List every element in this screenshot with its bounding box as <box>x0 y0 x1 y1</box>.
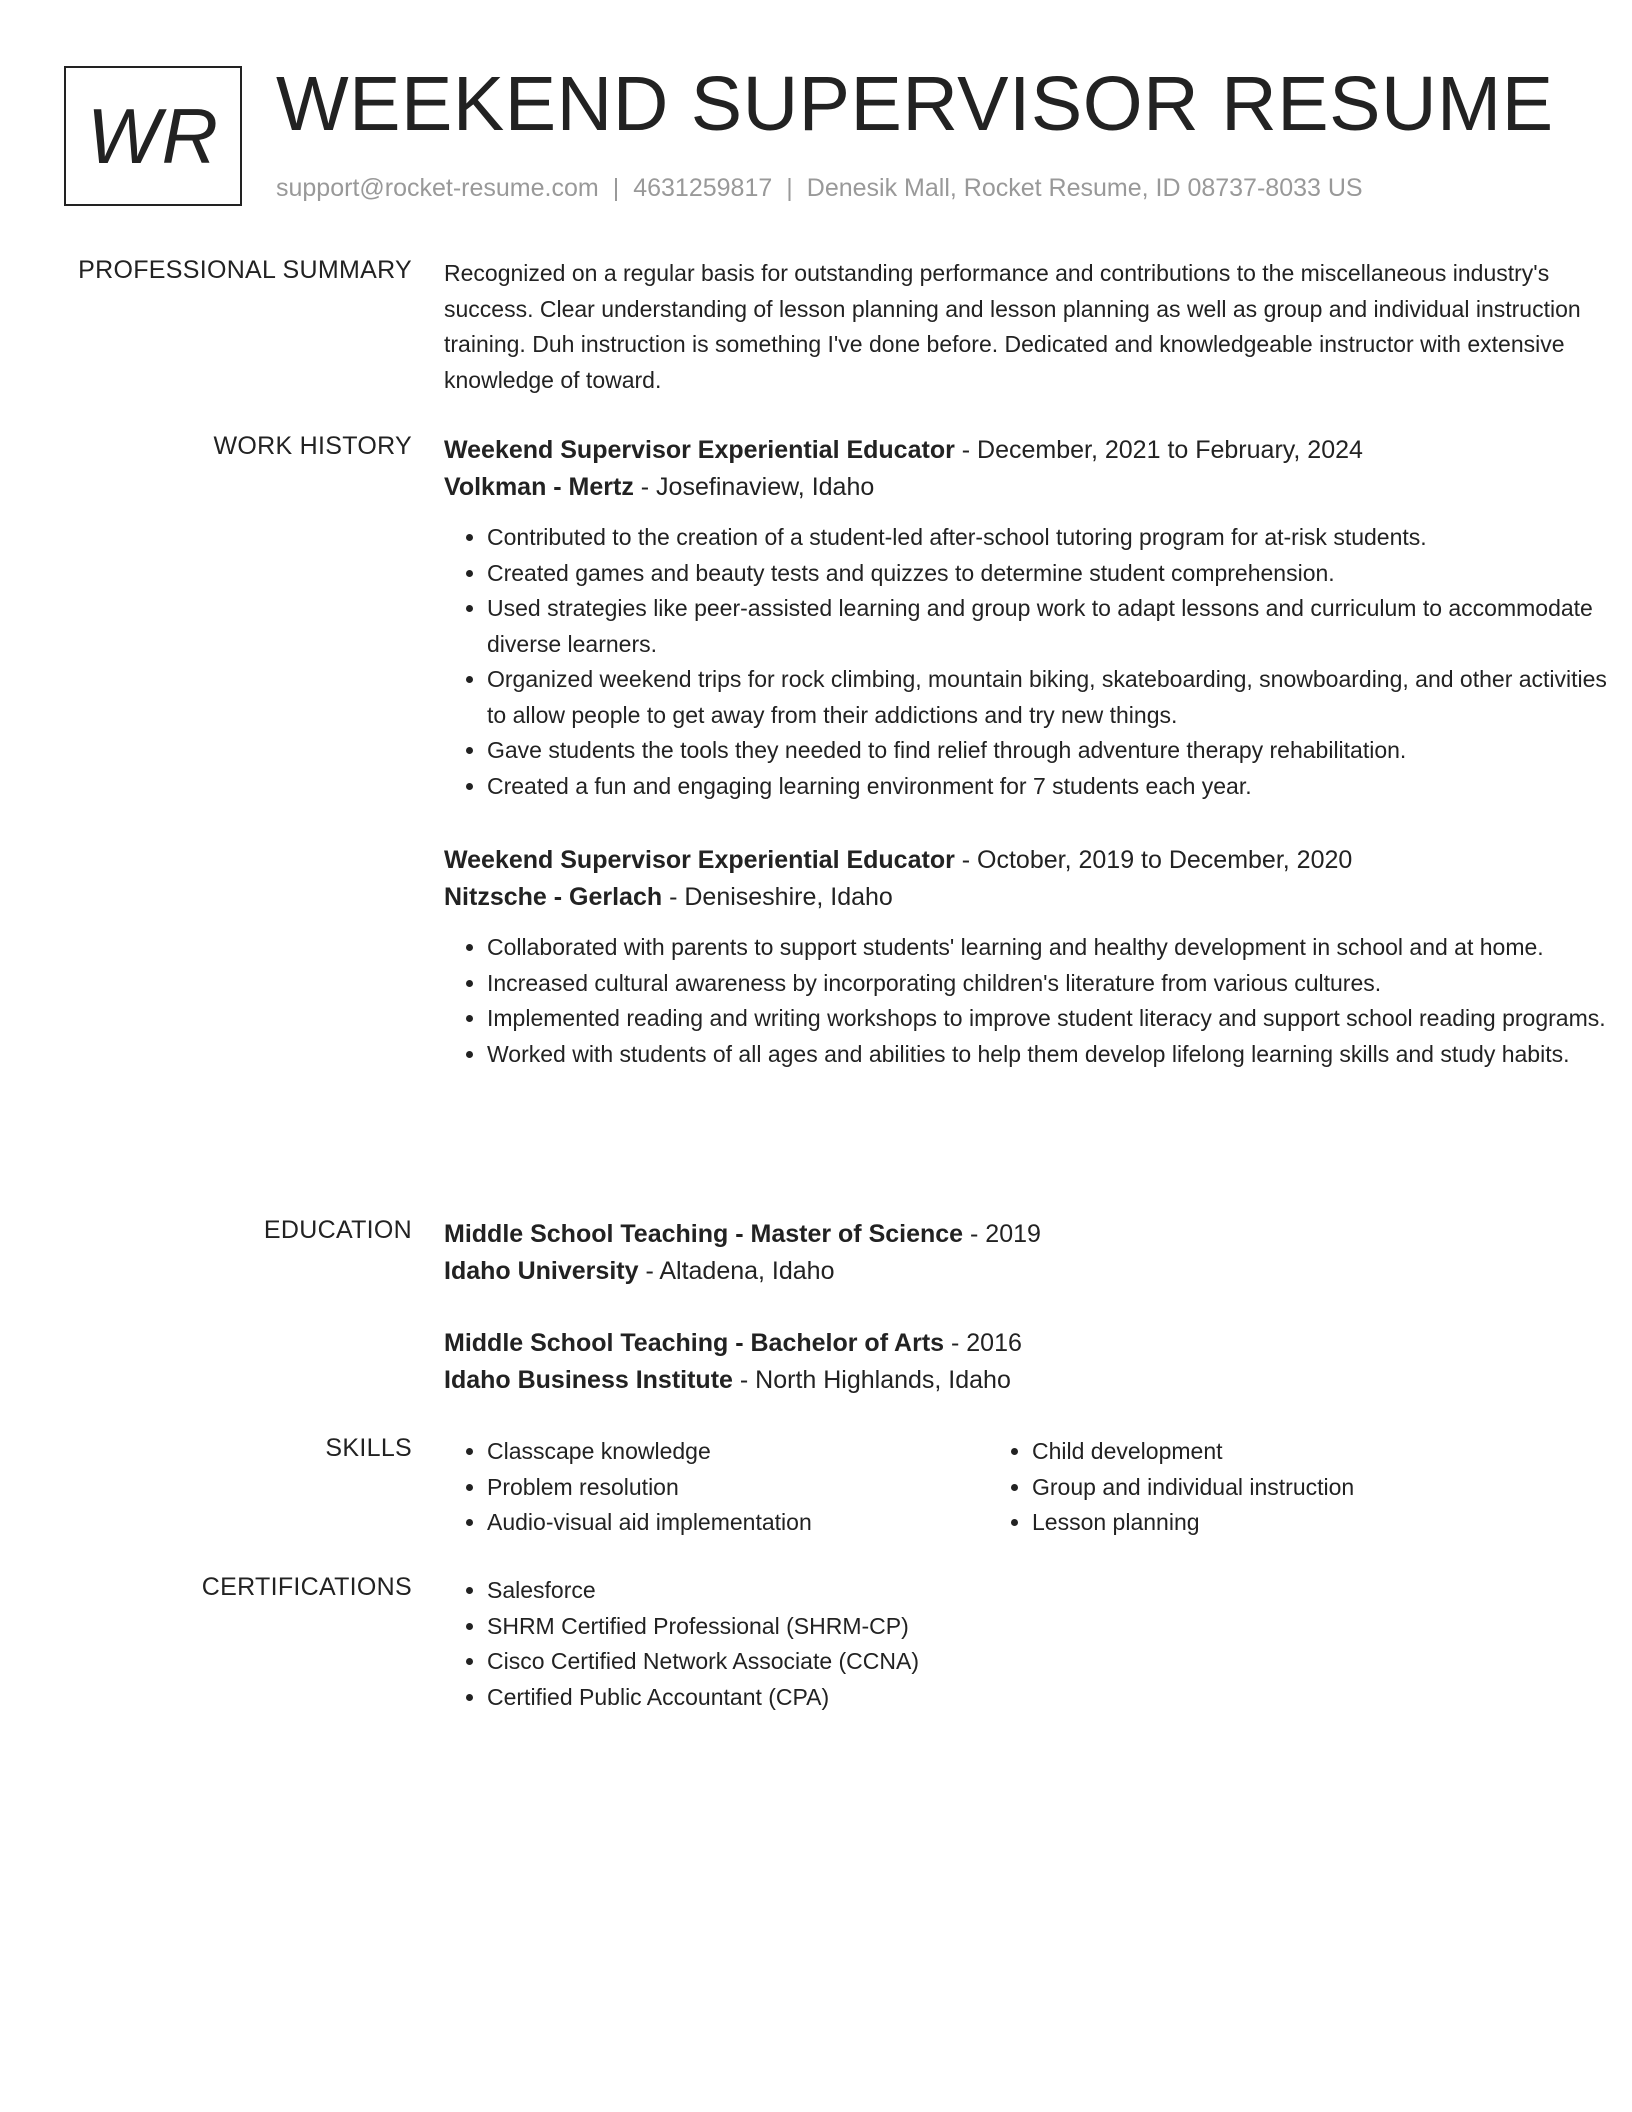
certifications-body <box>444 1573 1624 1715</box>
section-label-skills: SKILLS <box>325 1434 412 1462</box>
contact-email: support@rocket-resume.com <box>276 174 599 202</box>
school-line <box>444 1362 1624 1399</box>
education-body <box>444 1216 1624 1437</box>
job-company: Nitzsche - Gerlach <box>444 883 663 911</box>
monogram-logo: WR <box>64 66 242 206</box>
resume-title: WEEKEND SUPERVISOR RESUME <box>276 61 1554 147</box>
education-entry <box>444 1216 1624 1290</box>
list-item: • Problem resolution <box>487 1470 989 1506</box>
school: Idaho Business Institute <box>444 1366 733 1394</box>
list-item: • Worked with students of all ages and abilities to help them develop lifelong learning skills and study habits. <box>487 1037 1624 1073</box>
school: Idaho University <box>444 1257 639 1285</box>
school-line <box>444 1253 1624 1290</box>
job-company-line <box>444 879 1624 916</box>
job-title-line <box>444 842 1624 879</box>
contact-phone: 4631259817 <box>633 174 773 202</box>
degree: Middle School Teaching - Master of Science <box>444 1220 964 1248</box>
list-item: • Used strategies like peer-assisted learning and group work to adapt lessons and curriculum to accommodate diverse learners. <box>487 591 1624 662</box>
list-item: • Cisco Certified Network Associate (CCNA) <box>487 1644 1624 1680</box>
job-entry <box>444 432 1624 804</box>
degree-line <box>444 1325 1624 1362</box>
job-location: - Josefinaview, Idaho <box>633 473 875 501</box>
section-label-education: EDUCATION <box>263 1216 412 1244</box>
list-item: • Lesson planning <box>1032 1505 1592 1541</box>
resume-header <box>64 61 1568 216</box>
list-item: • Created a fun and engaging learning environment for 7 students each year. <box>487 769 1624 805</box>
list-item: • Salesforce <box>487 1573 1624 1609</box>
job-company: Volkman - Mertz <box>444 473 634 501</box>
work-history-body <box>444 432 1624 1110</box>
job-bullets <box>444 930 1624 1072</box>
summary-text: Recognized on a regular basis for outstanding performance and contributions to the miscellaneous industry's success. Clear understanding of lesson planning and lesson planning as well as group and individual instruction training. Duh instruction is something I've done before. Dedicated and knowledgeable instructor with extensive knowledge of toward. <box>444 260 1581 393</box>
list-item: • Implemented reading and writing workshops to improve student literacy and support school reading programs. <box>487 1001 1624 1037</box>
job-entry <box>444 842 1624 1072</box>
contact-separator: | <box>786 174 793 202</box>
section-label-summary: PROFESSIONAL SUMMARY <box>78 256 412 284</box>
list-item: • Created games and beauty tests and quizzes to determine student comprehension. <box>487 556 1624 592</box>
list-item: • Classcape knowledge <box>487 1434 989 1470</box>
job-company-line <box>444 469 1624 506</box>
section-label-work-history: WORK HISTORY <box>213 432 412 460</box>
list-item: • Increased cultural awareness by incorporating children's literature from various cultures. <box>487 966 1624 1002</box>
job-title: Weekend Supervisor Experiential Educator <box>444 846 955 874</box>
job-dates: - December, 2021 to February, 2024 <box>954 436 1363 464</box>
list-item: • Child development <box>1032 1434 1592 1470</box>
skills-body <box>444 1434 1624 1541</box>
job-location: - Deniseshire, Idaho <box>662 883 893 911</box>
skills-column-1 <box>444 1434 989 1541</box>
list-item: • Gave students the tools they needed to find relief through adventure therapy rehabilitation. <box>487 733 1624 769</box>
list-item: • Group and individual instruction <box>1032 1470 1592 1506</box>
skills-column-2 <box>989 1434 1592 1541</box>
section-label-certifications: CERTIFICATIONS <box>201 1573 412 1601</box>
list-item: • Organized weekend trips for rock climbing, mountain biking, skateboarding, snowboarding, and other activities to allow people to get away from their addictions and try new things. <box>487 662 1624 733</box>
contact-separator: | <box>612 174 620 202</box>
list-item: • Audio-visual aid implementation <box>487 1505 989 1541</box>
degree-line <box>444 1216 1624 1253</box>
job-title: Weekend Supervisor Experiential Educator <box>444 436 955 464</box>
job-title-line <box>444 432 1624 469</box>
certifications-list <box>444 1573 1624 1715</box>
list-item: • Collaborated with parents to support students' learning and healthy development in school and at home. <box>487 930 1624 966</box>
degree: Middle School Teaching - Bachelor of Arts <box>444 1329 945 1357</box>
degree-year: - 2016 <box>944 1329 1022 1357</box>
job-bullets <box>444 520 1624 804</box>
contact-line <box>276 174 1363 203</box>
degree-year: - 2019 <box>963 1220 1041 1248</box>
school-location: - Altadena, Idaho <box>638 1257 835 1285</box>
school-location: - North Highlands, Idaho <box>732 1366 1011 1394</box>
contact-address: Denesik Mall, Rocket Resume, ID 08737-8033 US <box>806 174 1363 202</box>
education-entry <box>444 1325 1624 1399</box>
list-item: • Certified Public Accountant (CPA) <box>487 1680 1624 1716</box>
list-item: • SHRM Certified Professional (SHRM-CP) <box>487 1609 1624 1645</box>
job-dates: - October, 2019 to December, 2020 <box>954 846 1353 874</box>
list-item: • Contributed to the creation of a student-led after-school tutoring program for at-risk students. <box>487 520 1624 556</box>
